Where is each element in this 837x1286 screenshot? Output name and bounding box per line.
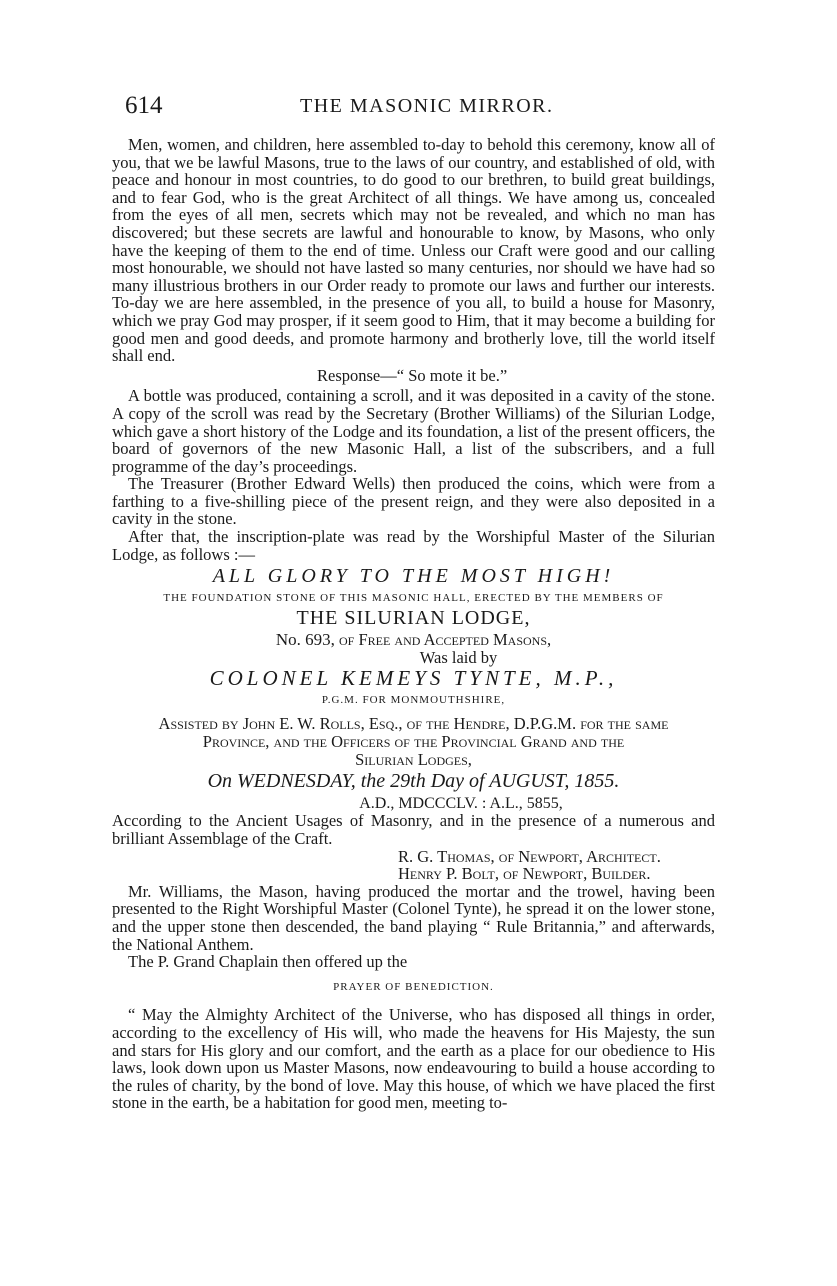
inscription-lodge: THE SILURIAN LODGE, <box>296 607 531 630</box>
inscription-free-accepted: of Free and Accepted Masons, <box>338 630 552 650</box>
paragraph-inscription-intro: After that, the inscription-plate was read by the Worshipful Master of the Silurian Lodge, as follows :— <box>112 527 715 564</box>
paragraph-treasurer: The Treasurer (Brother Edward Wells) then produced the coins, which were from a farthing to a five-shilling piece of the present reign, and they were also deposited in a cavity in the stone. <box>112 474 715 529</box>
inscription-usages: According to the Ancient Usages of Masonry, and in the presence of a numerous and brilliant Assemblage of the Craft. <box>112 811 715 848</box>
paragraph-address: Men, women, and children, here assembled to-day to behold this ceremony, know all of you, that we be lawful Masons, true to the laws of our country, and established of old, with peace and honour in most countries, to do good to our brethren, to build great buildings, and to fear God, who is the great Architect of all things. We have among us, concealed from the eyes of all men, secrets which may not be revealed, and which no man has discovered; but these secrets are lawful and honourable to know, by Masons, who only have the keeping of them to the end of time. Unless our Craft were good and our calling most honourable, we should not have lasted so many centuries, nor should we have had so many illustrious brothers in our Order ready to promote our laws and further our interests. To-day we are here assembled, in the presence of you all, to build a house for Masonry, which we pray God may prosper, if it seem good to Him, that it may become a building for good men and good deeds, and promote harmony and brotherly love, till the world itself shall end. <box>112 135 715 366</box>
inscription-glory: ALL GLORY TO THE MOST HIGH! <box>212 565 615 588</box>
inscription-foundation: THE FOUNDATION STONE OF THIS MASONIC HALL, ERECTED BY THE MEMBERS OF <box>163 591 664 604</box>
inscription-builder: Henry P. Bolt, of Newport, Builder. <box>398 864 651 884</box>
inscription-assisted-2: Province, and the Officers of the Provincial Grand and the <box>202 732 625 751</box>
response-line: Response—“ So mote it be.” <box>317 365 508 385</box>
prayer-heading: PRAYER OF BENEDICTION. <box>333 980 494 993</box>
inscription-colonel: COLONEL KEMEYS TYNTE, M.P., <box>209 666 618 691</box>
inscription-assisted-3: Silurian Lodges, <box>355 749 472 769</box>
page-header <box>125 92 715 122</box>
inscription-date: On WEDNESDAY, the 29th Day of AUGUST, 1855. <box>207 770 620 793</box>
body-text <box>112 136 715 1112</box>
paragraph-mason: Mr. Williams, the Mason, having produced the mortar and the trowel, having been presented to the Right Worshipful Master (Colonel Tynte), he spread it on the lower stone, and the upper stone then descended, the band playing “ Rule Britannia,” and afterwards, the National Anthem. <box>112 881 715 954</box>
running-title: THE MASONIC MIRROR. <box>300 95 554 117</box>
page-number: 614 <box>125 92 163 119</box>
inscription-number-line <box>112 631 715 649</box>
inscription-plate <box>112 565 715 884</box>
paragraph-bottle: A bottle was produced, containing a scroll, and it was deposited in a cavity of the stone. A copy of the scroll was read by the Secretary (Brother Williams) of the Silurian Lodge, which gave a short history of the Lodge and its foundation, a list of the present officers, the board of governors of the new Masonic Hall, a list of the subscribers, and a full programme of the day’s proceedings. <box>112 386 715 476</box>
inscription-assisted-1: Assisted by John E. W. Rolls, Esq., of the Hendre, D.P.G.M. for the same <box>158 714 669 734</box>
inscription-ad-al: A.D., MDCCCLV. : A.L., 5855, <box>359 794 563 812</box>
inscription-laid-by: Was laid by <box>419 647 498 667</box>
inscription-pgm: P.G.M. FOR MONMOUTHSHIRE, <box>321 693 506 706</box>
paragraph-chaplain: The P. Grand Chaplain then offered up the <box>128 952 408 972</box>
paragraph-prayer: “ May the Almighty Architect of the Universe, who has disposed all things in order, according to the excellency of His will, who made the heavens for His Majesty, the sun and stars for His glory and our comfort, and the earth as a place for our obedience to His laws, look down upon us Master Masons, now endeavouring to build a house according to the rules of charity, by the bond of love. May this house, of which we have placed the first stone in the earth, be a habitation for good men, meeting to- <box>112 1005 715 1113</box>
inscription-number: No. 693, <box>275 630 335 650</box>
inscription-architect: R. G. Thomas, of Newport, Architect. <box>398 846 661 866</box>
